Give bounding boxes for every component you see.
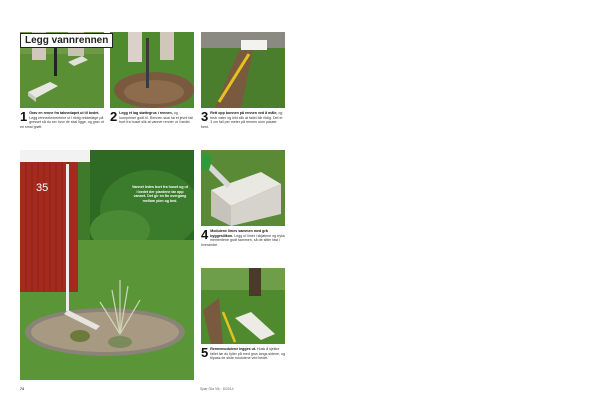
- step-number: 4: [201, 227, 209, 242]
- step-number: 1: [20, 109, 28, 124]
- photo-step-4: [201, 150, 285, 226]
- caption-step-3: [201, 111, 285, 129]
- photo-step-3: [201, 32, 285, 108]
- step-number: 3: [201, 109, 209, 124]
- caption-step-4: [201, 229, 285, 247]
- house-number: 35: [36, 182, 49, 194]
- magazine-name: Spør Ola Vik: [200, 387, 220, 391]
- footer-magazine: Spør Ola Vik · 8/2014: [200, 387, 234, 391]
- step-number: 2: [110, 109, 118, 124]
- step-body: Husk å sjekke fallet før du fyller på med grus langs sidene, og tilpass de siste modulene ved bedet.: [210, 347, 285, 361]
- step-lead: Grav en renne fra taknedøpet ut til bedet.: [29, 111, 100, 115]
- step-lead: Rennemodulene legges ut.: [210, 347, 256, 351]
- step-lead: Rett opp bunnen på rennen ved å måle,: [210, 111, 278, 115]
- step-lead: Modulene limes sammen med grå byggesilikon.: [210, 229, 268, 238]
- step-number: 5: [201, 345, 209, 360]
- page-number: 74: [20, 387, 24, 391]
- photo-step-2: [110, 32, 194, 108]
- step-body: Legg renneelementene ut i riktig rekkefølge på gresset så du ser hvor de skal ligge, og grav ut en smal grøft.: [20, 115, 104, 129]
- issue: 8/2014: [222, 387, 234, 391]
- step-lead: Legg et lag støttegrus i rennen,: [119, 111, 173, 115]
- photo-overlay-caption: Vannet ledes bort fra huset og ut i bedet der plantene tar opp vannet. Det gir en fin overgang mellom plen og bed.: [132, 185, 188, 203]
- right-page-blank: [300, 0, 600, 400]
- caption-step-2: [110, 111, 194, 125]
- step-body: og bruk vater og lekt slik at fallet blir riktig. Det er 3 cm fall per meter på rennen som passer best.: [201, 111, 283, 129]
- caption-step-5: [201, 347, 285, 361]
- article-title: Legg vannrennen: [20, 33, 113, 48]
- step-body: Legg ut limet i skjøtene og trykk elementene godt sammen, så de sitter fast i hverandre.: [201, 233, 285, 247]
- step-body: og komprimer godt til. Rennen skal ha et jevnt fall bort fra huset slik at vannet renner ut i bedet.: [119, 111, 193, 125]
- photo-step-5: [201, 268, 285, 344]
- caption-step-1: [20, 111, 104, 129]
